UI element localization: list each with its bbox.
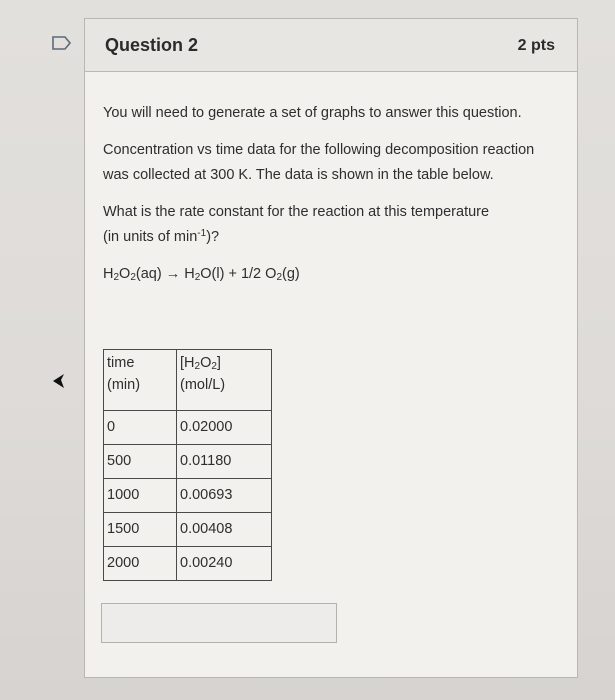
time-cell: 2000 bbox=[104, 547, 177, 581]
table-row bbox=[104, 479, 272, 513]
header-text: O bbox=[200, 355, 212, 371]
question-points: 2 pts bbox=[517, 37, 555, 54]
concentration-cell: 0.02000 bbox=[177, 411, 272, 445]
equation-part: (g) bbox=[282, 266, 300, 282]
table-row bbox=[104, 445, 272, 479]
table-header-concentration bbox=[177, 350, 272, 411]
concentration-table bbox=[103, 349, 272, 581]
table-row bbox=[104, 513, 272, 547]
concentration-cell: 0.00240 bbox=[177, 547, 272, 581]
question-card bbox=[84, 18, 578, 678]
prompt-units-prefix: (in units of min bbox=[103, 229, 198, 245]
equation-part: O(l) + 1/2 O bbox=[200, 266, 277, 282]
time-cell: 1500 bbox=[104, 513, 177, 547]
prompt-line: What is the rate constant for the reaction at this temperature bbox=[103, 204, 490, 220]
prompt-units-exponent: -1 bbox=[197, 228, 207, 239]
table-row bbox=[104, 411, 272, 445]
question-title: Question 2 bbox=[105, 35, 199, 55]
equation-part: O bbox=[119, 266, 131, 282]
header-subscript: 2 bbox=[211, 361, 217, 372]
time-cell: 1000 bbox=[104, 479, 177, 513]
bookmark-flag-icon[interactable] bbox=[52, 36, 72, 50]
table-header-row bbox=[104, 350, 272, 411]
concentration-cell: 0.00408 bbox=[177, 513, 272, 547]
question-prompt bbox=[103, 200, 558, 250]
concentration-cell: 0.01180 bbox=[177, 445, 272, 479]
time-cell: 500 bbox=[104, 445, 177, 479]
equation-subscript: 2 bbox=[130, 272, 136, 283]
reaction-equation bbox=[103, 262, 558, 287]
time-cell: 0 bbox=[104, 411, 177, 445]
equation-subscript: 2 bbox=[113, 272, 120, 283]
mouse-cursor-icon bbox=[52, 372, 66, 390]
equation-part: (aq) → H bbox=[135, 266, 195, 282]
answer-input[interactable] bbox=[101, 603, 337, 643]
equation-part: H bbox=[103, 266, 114, 282]
table-header-time bbox=[104, 350, 177, 411]
header-subscript: 2 bbox=[194, 361, 201, 372]
question-paragraph: Concentration vs time data for the following decomposition reaction was collected at 300 K. The data is shown in the table below. bbox=[103, 142, 535, 183]
prompt-units-suffix: )? bbox=[206, 229, 220, 245]
header-text: (min) bbox=[107, 377, 141, 393]
header-text: time bbox=[107, 355, 135, 371]
concentration-cell: 0.00693 bbox=[177, 479, 272, 513]
equation-subscript: 2 bbox=[194, 272, 201, 283]
header-text: [H bbox=[180, 355, 195, 371]
header-text: (mol/L) bbox=[180, 377, 226, 393]
table-row bbox=[104, 547, 272, 581]
equation-subscript: 2 bbox=[276, 272, 282, 283]
question-header bbox=[85, 19, 577, 72]
question-body bbox=[103, 101, 558, 287]
question-paragraph: You will need to generate a set of graphs to answer this question. bbox=[103, 105, 522, 121]
header-text: ] bbox=[216, 355, 221, 371]
